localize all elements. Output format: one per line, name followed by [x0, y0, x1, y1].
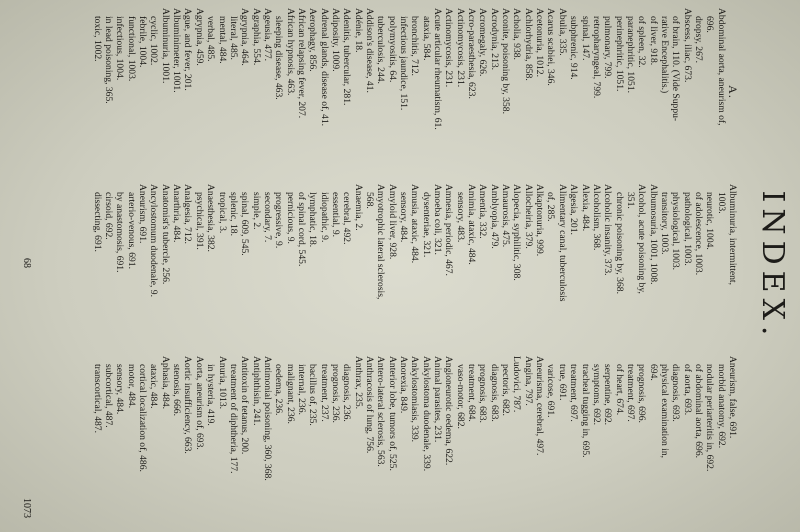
index-entry: secondary, 7. [261, 192, 273, 243]
index-entry: Ancylostomum duodenale, 9. [148, 184, 160, 297]
index-entry: neurotic, 1004. [704, 192, 716, 250]
index-entry: sleeping disease, 463. [273, 16, 285, 100]
index-entry: Anorexia, 849. [398, 356, 410, 414]
index-entry: dropsy, 267. [692, 16, 704, 64]
index-entry: 351. [624, 192, 636, 209]
index-entry: Aerophagy, 856. [307, 8, 319, 72]
index-entry: ataxic, 484. [148, 364, 160, 409]
index-entry: perinephritic, 1051. [613, 16, 625, 92]
index-entry: Alimentary canal, tuberculosis [556, 184, 568, 302]
index-entry: Antero-lateral sclerosis, 563. [375, 356, 387, 467]
index-entry: Agraphia, 554. [250, 8, 262, 66]
index-entry: Albumosuria, 1001, 1008. [647, 184, 659, 285]
index-entry: 1003. [715, 192, 727, 214]
index-entry: paranephritic, 1051. [624, 16, 636, 93]
index-entry: Agrypnia, 459. [193, 8, 205, 66]
index-entry: of aorta, 693. [681, 364, 693, 416]
index-entry: 694. [647, 364, 659, 381]
index-entry: of spinal cord, 545. [295, 192, 307, 267]
index-entry: pernicious, 9. [284, 192, 296, 244]
index-entry: Actinomycosis, 231. [454, 8, 466, 88]
index-entry: Ankylostoma duodenale, 339. [420, 356, 432, 472]
index-entry: Adénie, 18. [352, 8, 364, 53]
index-entry: arterio-venous, 691. [125, 192, 137, 269]
index-entry: 568. [364, 192, 375, 209]
index-entry: Abscess, iliac, 673. [681, 8, 693, 83]
index-entry: Ageusia, 477. [261, 8, 273, 62]
index-entry: mental, 484. [216, 16, 228, 64]
index-entry: Alopecia, syphilitic, 308. [511, 184, 523, 281]
index-entry: lymphatic, 18. [307, 192, 319, 248]
index-entry: Aconite, poisoning by, 358. [500, 8, 512, 114]
index-entry: essential, 9. [329, 192, 341, 238]
index-entry: polymyositis, 64. [386, 16, 398, 83]
index-entry: verbal, 485. [205, 16, 217, 62]
index-entry: cirsoid, 692. [103, 192, 115, 240]
index-entry: dysenteriae, 321. [420, 192, 432, 258]
index-entry: of, 285. [545, 192, 557, 222]
index-entry: Alkaptonuria, 999. [534, 184, 546, 257]
index-entry: sensory, 484. [398, 192, 410, 243]
page-number: 1073 [21, 498, 32, 518]
index-entry: cerebral, 492. [341, 192, 353, 245]
index-entry: Anthracosis of lung, 756. [364, 356, 375, 454]
index-entry: prognosis, 683. [477, 364, 489, 423]
index-entry: Adiposity, 1009. [329, 8, 341, 72]
index-entry: Amyloid liver, 928. [386, 184, 398, 260]
index-entry: serpentine, 692. [602, 364, 614, 426]
index-entry: psychical, 391. [193, 192, 205, 250]
index-entry: true, 691. [556, 364, 568, 401]
index-entry: prognosis, 696. [636, 364, 648, 423]
index-entry: Aneurism, 691. [137, 184, 149, 244]
index-column-1 [91, 8, 738, 176]
index-entry: Acrodynia, 213. [488, 8, 500, 71]
index-entry: of abdominal aorta, 696. [692, 364, 704, 459]
index-entry: Amusia, ataxic, 484. [409, 184, 421, 264]
index-entry: Acromegaly, 626. [477, 8, 489, 77]
index-entry: symptoms, 692. [590, 364, 602, 426]
index-entry: Animal parasites, 231. [432, 356, 444, 443]
index-entry: pulmonary, 799. [602, 16, 614, 79]
index-entry: Aphasia, 484. [159, 356, 171, 410]
index-entry: Amblyopia, 479. [488, 184, 500, 249]
index-entry: bronchitis, 712. [409, 16, 421, 76]
index-entry: tuberculosis, 244. [375, 16, 387, 84]
index-entry: diagnosis, 693. [670, 364, 682, 422]
index-entry: physical examination in, [658, 364, 670, 459]
index-entry: morbid anatomy, 692. [715, 364, 727, 449]
index-entry: Antitoxin of tetanus, 200. [239, 356, 251, 455]
index-entry: Adrenal glands, disease of, 41. [318, 8, 330, 127]
index-entry: Acro-paraesthesia, 623. [466, 8, 478, 99]
index-entry: Abdominal aorta, aneurism of, [715, 8, 727, 126]
index-entry: Antimonial poisoning, 360, 368. [261, 356, 273, 481]
index-entry: Ludovici, 787. [511, 356, 523, 413]
index-entry: Achlorhydria, 858. [522, 8, 534, 81]
index-entry: Ankylostomiasis, 339. [409, 356, 421, 443]
index-entry: in lead poisoning, 365. [103, 16, 115, 104]
index-entry: malignant, 236. [284, 364, 296, 424]
index-entry: of liver, 918. [647, 16, 659, 66]
index-entry: Alcohol, acute poisoning by, [636, 184, 648, 294]
index-entry: Acute articular rheumatism, 61. [432, 8, 444, 130]
index-entry: Acholia, 938. [511, 8, 523, 60]
index-entry: diagnosis, 683. [488, 364, 500, 422]
signature-mark: 68 [21, 258, 32, 268]
index-entry: subcortical, 487. [103, 364, 115, 428]
index-entry: spinal, 147. [579, 16, 591, 61]
index-entry: Angioneurotic oedema, 622. [443, 356, 455, 466]
index-entry: tracheal tugging in, 695. [579, 364, 591, 458]
index-entry: transcortical, 487. [91, 364, 103, 433]
index-entry: varicose, 691. [545, 364, 557, 418]
index-entry: Amaurosis, 475. [500, 184, 512, 248]
index-entry: cyclic, 1002. [148, 16, 160, 66]
index-entry: rative Encephalitis.) [658, 16, 670, 94]
index-entry: Allocheiria, 379. [522, 184, 534, 249]
index-entry: Aneurism, false, 691. [727, 356, 738, 439]
index-column-2 [91, 184, 738, 352]
index-entry: cortical localization of, 486. [137, 364, 149, 472]
index-column-3 [91, 356, 738, 524]
index-entry: Addison's disease, 41. [364, 8, 375, 93]
index-entry: vaso-motor, 682. [454, 364, 466, 429]
index-entry: ataxia, 584. [420, 16, 432, 61]
index-entry: progressive, 9. [273, 192, 285, 249]
index-entry: Anaemia, 2. [352, 184, 364, 231]
index-entry: splenic, 18. [227, 192, 239, 236]
index-entry: Albuminuria, 1001. [159, 8, 171, 84]
index-entry: transitory, 1003. [658, 192, 670, 255]
index-entry: Albuminuria, intermittent, [727, 184, 738, 285]
index-entry: Actinomycosis, 231. [443, 8, 455, 88]
index-entry: Amentia, 332. [477, 184, 489, 239]
index-entry: Acarus scabiei, 346. [545, 8, 557, 86]
index-entry: Anterior lobe, tumors of, 525. [386, 356, 398, 471]
index-entry: physiological, 1003. [670, 192, 682, 271]
index-entry: African relapsing fever, 207. [295, 8, 307, 119]
index-entry: Amyotrophic lateral sclerosis, [375, 184, 387, 300]
index-entry: Algesia, 201. [568, 184, 580, 235]
index-entry: treatment of diphtheria, 177. [227, 364, 239, 474]
index-entry: pathological, 1003. [681, 192, 693, 266]
index-entry: pectoris, 682. [500, 364, 512, 416]
index-entry: Aortic insufficiency, 663. [182, 356, 194, 454]
index-entry: sensory, 484. [114, 364, 126, 415]
index-entry: subphrenic, 914. [568, 16, 580, 80]
index-entry: Alcoholic insanity, 373. [602, 184, 614, 276]
index-entry: Anuria, 1013. [216, 356, 228, 410]
index-entry: Anarthria, 484. [171, 184, 183, 243]
index-entry: by anastomosis, 691. [114, 192, 126, 273]
index-entry: Angina, 797. [522, 356, 534, 406]
index-entry: infectious jaundice, 151. [398, 16, 410, 111]
index-entry: toxic, 1002. [91, 16, 103, 62]
index-entry: idiopathic, 9. [318, 192, 330, 243]
index-entry: dissecting, 691. [91, 192, 103, 252]
index-entry: sensory, 483. [454, 192, 466, 243]
index-entry: in hysteria, 419. [205, 364, 217, 426]
index-entry: Alcoholism, 368. [590, 184, 602, 251]
index-entry: Amoeba coli, 321. [432, 184, 444, 255]
index-entry: oedema, 236. [273, 364, 285, 416]
index-entry: motor, 484. [125, 364, 137, 409]
index-entry: African hypnosis, 463. [284, 8, 296, 96]
index-entry: bacillus of, 235. [307, 364, 319, 426]
index-entry: treatment, 237. [318, 364, 330, 422]
index-entry: prognosis, 236. [329, 364, 341, 423]
index-entry: of adolescence, 1003. [692, 192, 704, 276]
index-entry: of spleen, 32. [636, 16, 648, 68]
index-entry: Albuminimeter, 1001. [171, 8, 183, 93]
index-entry: treatment, 684. [466, 364, 478, 422]
index-entry: Aneurisma, cerebral, 497. [534, 356, 546, 456]
index-entry: literal, 485. [227, 16, 239, 60]
index-entry: of heart, 674. [613, 364, 625, 416]
index-entry: treatment, 697. [624, 364, 636, 422]
index-entry: Alexia, 484. [579, 184, 591, 232]
index-entry: febrile, 1004. [137, 16, 149, 68]
index-entry: 696. [704, 16, 716, 33]
section-heading: A. [726, 85, 740, 99]
index-entry: Anthrax, 235. [352, 356, 364, 410]
index-entry: Ague, and fever, 201. [182, 8, 194, 91]
index-entry: Abulia, 335. [556, 8, 568, 56]
index-entry: spinal, 609, 545. [239, 192, 251, 256]
index-entry: Adenitis, tubercular, 281. [341, 8, 353, 106]
index-entry: Acetonuria, 1012. [534, 8, 546, 78]
index-entry: treatment, 697. [568, 364, 580, 422]
index-entry: Amnesia, periodic, 467. [443, 184, 455, 276]
index-entry: nodular periarteritis in, 692. [704, 364, 716, 472]
index-entry: Agrypnia, 464. [239, 8, 251, 66]
index-entry: chronic poisoning by, 368. [613, 192, 625, 294]
index-entry: infectious, 1004. [114, 16, 126, 81]
page-title: INDEX. [755, 190, 790, 342]
index-entry: diagnosis, 236. [341, 364, 353, 422]
index-entry: internal, 236. [295, 364, 307, 415]
index-entry: functional, 1003. [125, 16, 137, 82]
index-entry: tropical, 3. [216, 192, 228, 234]
index-entry: Analgesia, 712. [182, 184, 194, 244]
index-entry: stenosis, 666. [171, 364, 183, 416]
index-entry: Antiphthisin, 241. [250, 356, 262, 426]
index-entry: Amimia, ataxic, 484. [466, 184, 478, 265]
index-entry: Anaesthesia, 382. [205, 184, 217, 252]
index-entry: Aorta, aneurism of, 693. [193, 356, 205, 450]
index-entry: retropharyngeal, 799. [590, 16, 602, 99]
index-entry: of brain, 110. (Vide Suppu- [670, 16, 682, 122]
index-entry: simple, 2. [250, 192, 262, 230]
index-entry: Anatomist's tubercle, 256. [159, 184, 171, 285]
